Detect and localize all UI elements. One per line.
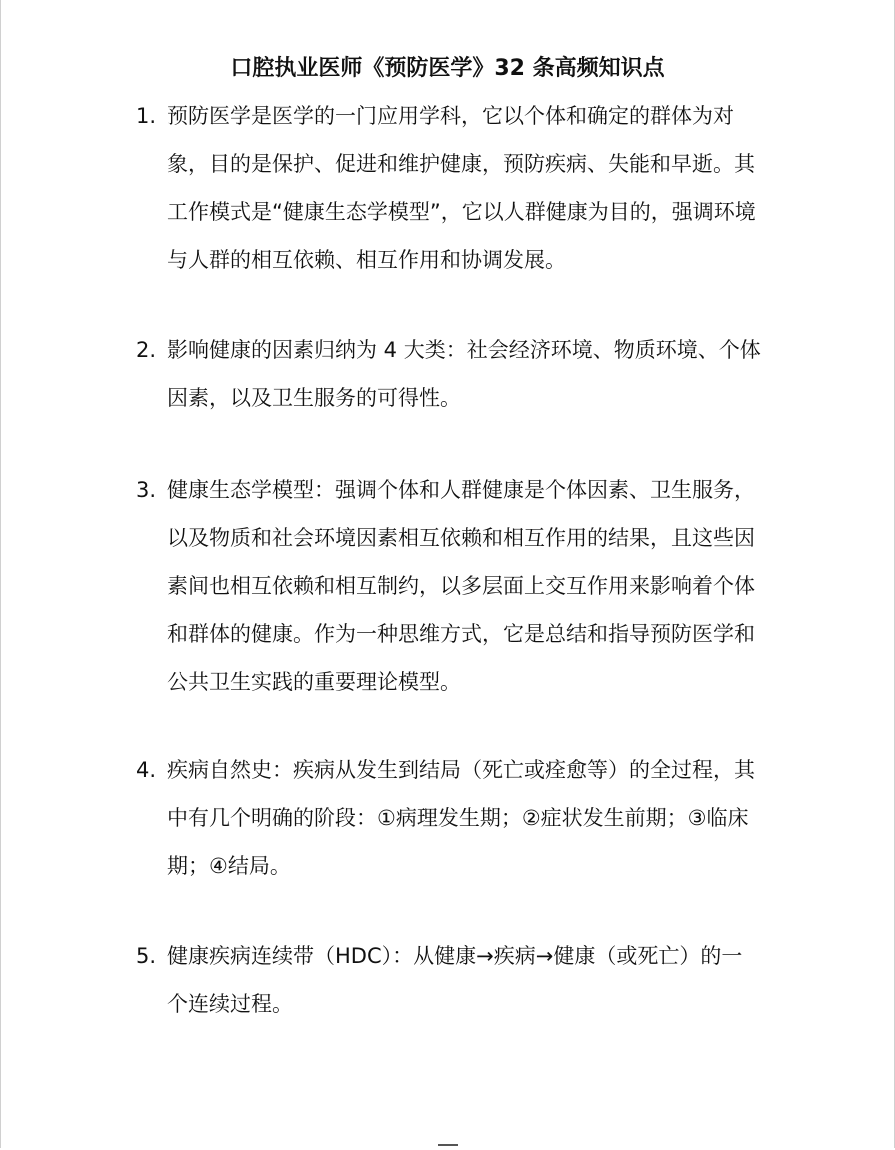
list-item-number: 3.: [136, 478, 157, 502]
list-item-number: 4.: [136, 758, 157, 782]
list-item-text: 健康生态学模型：强调个体和人群健康是个体因素、卫生服务，以及物质和社会环境因素相互依赖和相互作用的结果，且这些因素间也相互依赖和相互制约，以多层面上交互作用来影响着个体和群体的健康。作为一种思维方式，它是总结和指导预防医学和公共卫生实践的重要理论模型。: [167, 478, 755, 694]
list-item-text: 健康疾病连续带（HDC）：从健康→疾病→健康（或死亡）的一个连续过程。: [167, 944, 743, 1016]
list-item-number: 1.: [136, 104, 157, 128]
list-item-text: 影响健康的因素归纳为 4 大类：社会经济环境、物质环境、个体因素，以及卫生服务的可得性。: [167, 338, 761, 410]
document-title: 口腔执业医师《预防医学》32 条高频知识点: [230, 56, 665, 81]
list-item-number: 5.: [136, 944, 157, 968]
page-number-mark: [438, 1144, 458, 1150]
list-item-text: 预防医学是医学的一门应用学科，它以个体和确定的群体为对象，目的是保护、促进和维护健康，预防疾病、失能和早逝。其工作模式是“健康生态学模型”，它以人群健康为目的，强调环境与人群的相互依赖、相互作用和协调发展。: [167, 104, 756, 272]
list-item-number: 2.: [136, 338, 157, 362]
list-item-text: 疾病自然史：疾病从发生到结局（死亡或痊愈等）的全过程，其中有几个明确的阶段：①病理发生期；②症状发生前期；③临床期；④结局。: [167, 758, 755, 878]
